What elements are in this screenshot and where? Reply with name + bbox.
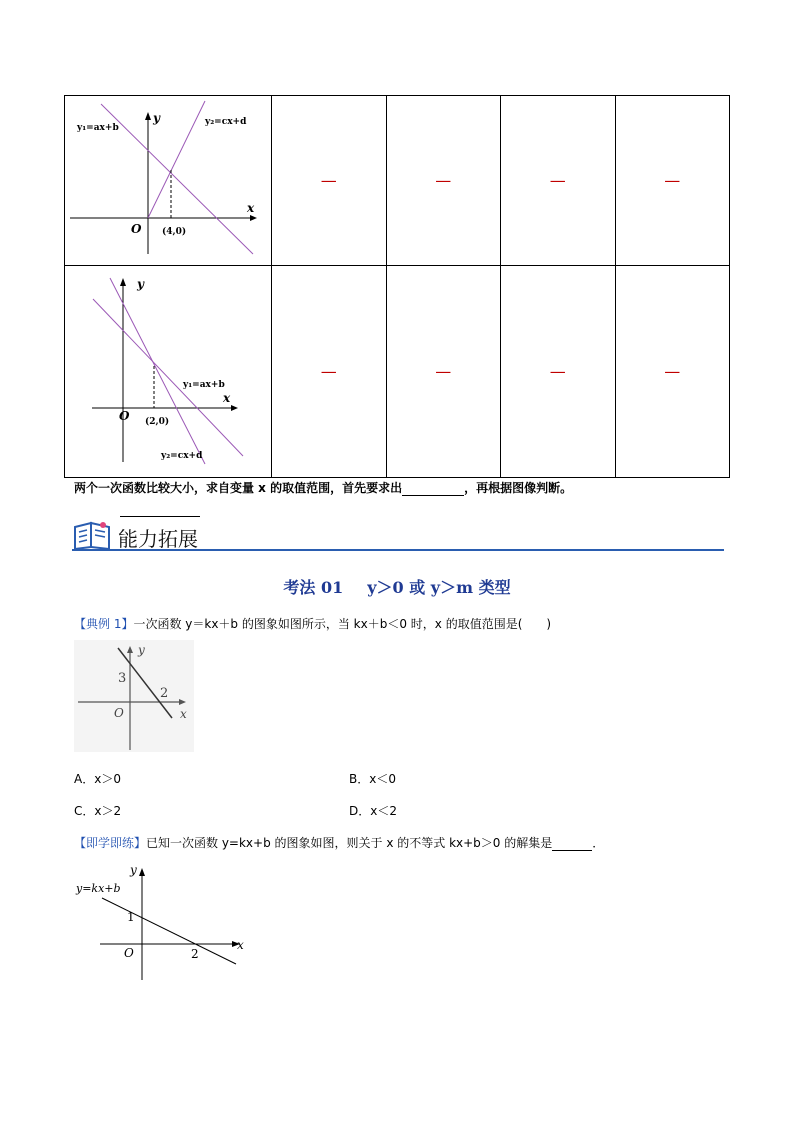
cell [386,96,501,266]
book-icon [72,519,114,551]
graph-line [102,898,236,964]
x-intercept-label: 2 [191,947,199,961]
origin-label: O [119,409,130,423]
y-intercept-label: 1 [127,910,135,924]
cell [615,96,730,266]
cell [272,266,387,478]
dash-mark: — [320,362,337,381]
cell [272,96,387,266]
x-axis-label: x [180,707,187,721]
label-y2: y₂=cx+d [205,117,247,127]
option-letter: B． [349,772,370,786]
label-y1: y₁=ax+b [77,123,119,133]
answer-blank [552,838,592,851]
practice-question [74,834,604,851]
practice-end: ． [592,836,605,850]
example1-graph [74,640,194,752]
note-after: ，再根据图像判断。 [464,481,573,495]
section-title: 能力拓展 [118,527,198,551]
dash-mark: — [320,171,337,190]
graph-row1 [65,96,271,261]
kaofa-label: 考法 01 [283,578,344,597]
summary-note [74,479,572,496]
option-text: x＞2 [94,804,122,818]
point-label: (4,0) [162,227,187,237]
x-intercept-label: 2 [160,686,169,701]
graph-cell-row1 [65,96,272,266]
option-d[interactable] [349,802,397,819]
table-row [65,96,730,266]
cell [615,266,730,478]
y-axis-label: y [130,863,137,877]
example1-tag: 【典例 1】 [74,617,134,631]
kaofa-title: y＞0 或 y＞m 类型 [367,578,511,597]
line-y2 [110,278,205,464]
dash-mark: — [549,362,566,381]
cell [501,266,616,478]
practice-text: 已知一次函数 y=kx+b 的图象如图，则关于 x 的不等式 kx+b＞0 的解集是 [146,836,553,850]
comparison-table [64,95,730,478]
line-label: y=kx+b [76,882,121,895]
option-b[interactable] [349,770,396,787]
y-axis-label: y [138,643,145,657]
point-label: (2,0) [145,417,170,427]
option-text: x＜2 [370,804,397,818]
option-letter: D． [349,804,371,818]
option-letter: C． [74,804,95,818]
dash-mark: — [435,362,452,381]
practice-tag: 【即学即练】 [74,836,147,850]
x-axis-label: x [237,938,244,952]
section-top-rule [120,516,200,517]
cell [386,266,501,478]
option-c[interactable] [74,802,121,819]
table-row [65,266,730,478]
origin-label: O [124,946,134,960]
origin-label: O [114,706,124,720]
x-axis-label: x [247,201,255,215]
option-a[interactable] [74,770,121,787]
dash-mark: — [664,171,681,190]
label-y1: y₁=ax+b [183,380,225,390]
dash-mark: — [549,171,566,190]
practice-graph [74,860,254,985]
option-letter: A． [74,772,95,786]
note-before: 两个一次函数比较大小，求自变量 x 的取值范围，首先要求出 [74,481,403,495]
answer-blank [402,483,464,496]
dash-mark: — [664,362,681,381]
example1-text: 一次函数 y＝kx＋b 的图象如图所示，当 kx＋b＜0 时，x 的取值范围是( ) [133,617,552,631]
line-y1 [93,299,243,456]
dash-mark: — [435,171,452,190]
graph-cell-row2 [65,266,272,478]
x-axis-label: x [223,391,231,405]
cell [501,96,616,266]
origin-label: O [131,222,142,236]
kaofa-heading [0,575,794,598]
option-text: x＞0 [94,772,121,786]
y-intercept-label: 3 [118,671,127,686]
section-rule [72,549,724,551]
y-axis-label: y [137,277,144,291]
graph-row2 [65,266,271,473]
label-y2: y₂=cx+d [161,451,203,461]
example1-question [74,615,551,632]
y-axis-label: y [153,111,160,125]
option-text: x＜0 [369,772,396,786]
